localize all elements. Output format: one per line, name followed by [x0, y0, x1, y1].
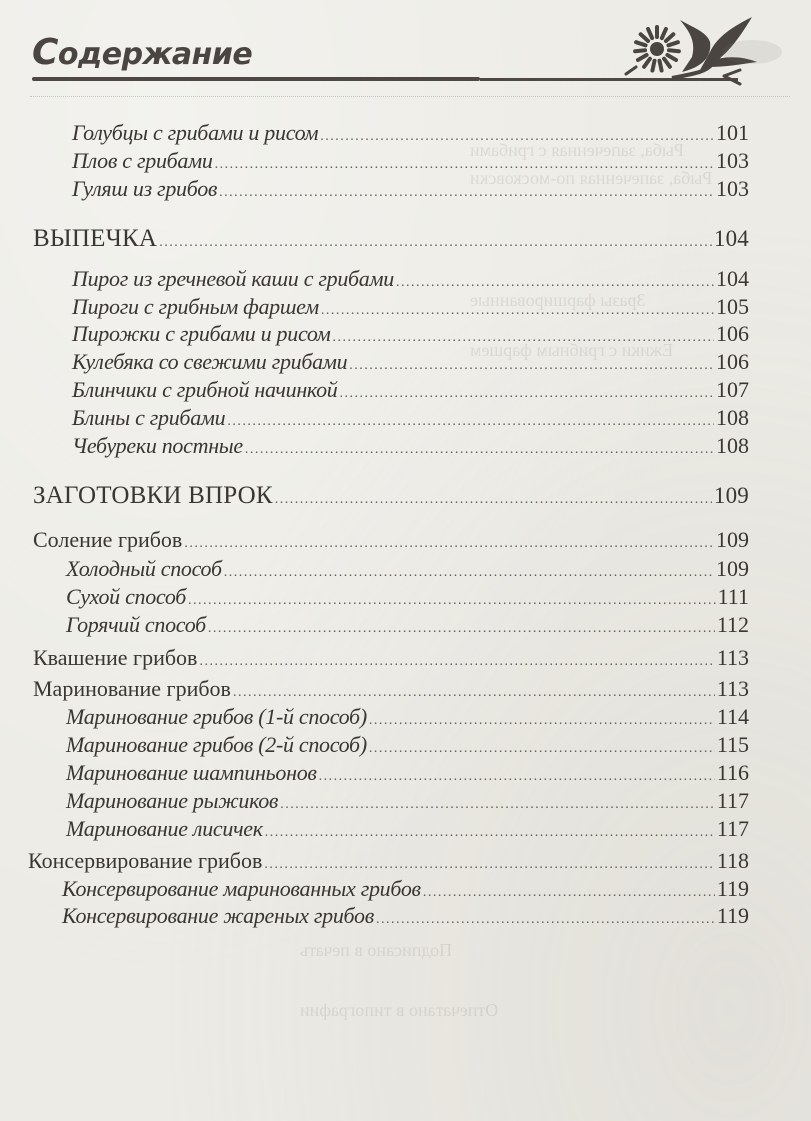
toc-leader-dots — [227, 409, 714, 435]
toc-leader-dots — [349, 353, 714, 379]
toc-entry[interactable] — [66, 732, 749, 762]
toc-entry-label: Чебуреки постные — [72, 433, 243, 458]
toc-entry[interactable] — [66, 788, 749, 818]
toc-entry-page: 118 — [716, 848, 749, 873]
toc-subsection[interactable] — [33, 527, 749, 557]
toc-entry[interactable] — [66, 556, 749, 586]
toc-entry-page: 104 — [713, 226, 749, 251]
toc-leader-dots — [159, 230, 712, 256]
toc-subsection-label: Маринование грибов — [33, 676, 231, 701]
toc-leader-dots — [233, 680, 715, 706]
toc-leader-dots — [275, 487, 712, 513]
bleed-through-text: Отпечатано в типографии — [300, 1000, 499, 1020]
toc-entry-label: Пироги с грибным фаршем — [72, 294, 319, 319]
toc-entry-label: Консервирование маринованных грибов — [62, 876, 421, 901]
bleed-through-rule — [30, 96, 790, 98]
toc-entry-page: 119 — [716, 903, 749, 928]
page-title — [32, 32, 252, 73]
toc-entry-label: Гуляш из грибов — [72, 176, 218, 201]
toc-leader-dots — [339, 381, 714, 407]
toc-entry-label: Блинчики с грибной начинкой — [72, 377, 338, 402]
toc-leader-dots — [199, 649, 714, 675]
toc-entry-page: 113 — [716, 676, 749, 701]
page-title-initial: С — [32, 32, 58, 73]
toc-entry[interactable] — [72, 120, 749, 150]
toc-entry-page: 113 — [716, 645, 749, 670]
toc-leader-dots — [332, 325, 714, 351]
toc-entry[interactable] — [72, 349, 749, 379]
toc-entry-label: Пирожки с грибами и рисом — [72, 321, 331, 346]
toc-leader-dots — [264, 852, 714, 878]
bleed-through-text: Рыба, запеченная с грибами — [470, 140, 685, 160]
toc-entry[interactable] — [66, 760, 749, 790]
toc-entry[interactable] — [72, 405, 749, 435]
toc-entry-label: Маринование грибов (2-й способ) — [66, 732, 367, 757]
toc-leader-dots — [369, 708, 715, 734]
bleed-through-text: Рыба, запеченная по-московски — [470, 168, 713, 188]
toc-entry[interactable] — [72, 266, 749, 296]
toc-entry-label: Плов с грибами — [72, 148, 213, 173]
header-rule — [32, 77, 480, 81]
toc-entry-page: 103 — [716, 148, 749, 173]
bleed-through-text: Подписано в печать — [300, 940, 453, 960]
toc-entry-label: Консервирование жареных грибов — [62, 903, 374, 928]
toc-leader-dots — [319, 764, 715, 790]
toc-entry[interactable] — [72, 294, 749, 324]
toc-leader-dots — [184, 531, 714, 557]
toc-entry-label: Маринование лисичек — [66, 816, 263, 841]
toc-entry-label: Маринование грибов (1-й способ) — [66, 704, 367, 729]
toc-entry-page: 101 — [716, 120, 749, 145]
toc-entry-page: 106 — [716, 321, 749, 346]
toc-leader-dots — [219, 180, 714, 206]
toc-section-preserves[interactable] — [33, 483, 749, 513]
toc-entry[interactable] — [66, 704, 749, 734]
toc-entry-label: Холодный способ — [66, 556, 222, 581]
toc-entry-page: 107 — [716, 377, 749, 402]
toc-entry-page: 115 — [716, 732, 749, 757]
toc-entry[interactable] — [66, 612, 749, 642]
toc-subsection[interactable] — [28, 848, 749, 878]
toc-entry[interactable] — [72, 377, 749, 407]
toc-entry-label: Кулебяка со свежими грибами — [72, 349, 348, 374]
toc-section-label: ВЫПЕЧКА — [33, 225, 158, 252]
toc-entry-page: 104 — [716, 266, 749, 291]
toc-entry-page: 117 — [716, 816, 749, 841]
toc-leader-dots — [215, 152, 714, 178]
toc-entry-page: 109 — [716, 527, 749, 552]
bleed-through-text: Зразы фаршированные — [470, 290, 646, 310]
toc-entry-page: 111 — [717, 584, 749, 609]
toc-leader-dots — [396, 270, 714, 296]
toc-entry[interactable] — [66, 816, 749, 846]
toc-entry[interactable] — [62, 903, 749, 933]
toc-entry-label: Сухой способ — [66, 584, 187, 609]
toc-leader-dots — [208, 616, 715, 642]
toc-entry-label: Пирог из гречневой каши с грибами — [72, 266, 394, 291]
flower-and-leaf-ornament-icon — [612, 12, 811, 92]
toc-section-bakery[interactable] — [33, 226, 749, 256]
toc-entry-page: 114 — [716, 704, 749, 729]
toc-subsection[interactable] — [33, 676, 749, 706]
toc-leader-dots — [188, 588, 716, 614]
toc-leader-dots — [320, 124, 714, 150]
toc-leader-dots — [369, 736, 715, 762]
toc-leader-dots — [245, 437, 714, 463]
toc-entry[interactable] — [66, 584, 749, 614]
toc-leader-dots — [224, 560, 714, 586]
toc-entry-page: 119 — [716, 876, 749, 901]
toc-section-label: ЗАГОТОВКИ ВПРОК — [33, 482, 273, 509]
toc-entry-page: 103 — [716, 176, 749, 201]
toc-entry-label: Маринование рыжиков — [66, 788, 279, 813]
toc-subsection-label: Квашение грибов — [33, 645, 198, 670]
toc-subsection-label: Соление грибов — [33, 527, 183, 552]
toc-entry-page: 109 — [713, 483, 749, 508]
toc-entry-page: 105 — [716, 294, 749, 319]
toc-entry-page: 109 — [716, 556, 749, 581]
toc-entry-label: Голубцы с грибами и рисом — [72, 120, 319, 145]
toc-subsection-label: Консервирование грибов — [28, 848, 263, 873]
toc-leader-dots — [280, 792, 715, 818]
page-title-rest: одержание — [57, 37, 253, 72]
toc-entry[interactable] — [72, 176, 749, 206]
toc-leader-dots — [376, 907, 715, 933]
toc-entry-page: 112 — [716, 612, 749, 637]
toc-leader-dots — [265, 820, 715, 846]
toc-entry-page: 116 — [716, 760, 749, 785]
toc-entry[interactable] — [72, 321, 749, 351]
bleed-through-text: Ежики с грибным фаршем — [470, 340, 674, 360]
toc-entry[interactable] — [72, 148, 749, 178]
toc-entry[interactable] — [62, 876, 749, 906]
toc-entry-label: Блины с грибами — [72, 405, 226, 430]
toc-entry-page: 108 — [716, 433, 749, 458]
toc-subsection[interactable] — [33, 645, 749, 675]
toc-entry-label: Горячий способ — [66, 612, 206, 637]
toc-entry-page: 117 — [716, 788, 749, 813]
toc-entry[interactable] — [72, 433, 749, 463]
toc-entry-page: 106 — [716, 349, 749, 374]
toc-entry-label: Маринование шампиньонов — [66, 760, 317, 785]
toc-entry-page: 108 — [716, 405, 749, 430]
